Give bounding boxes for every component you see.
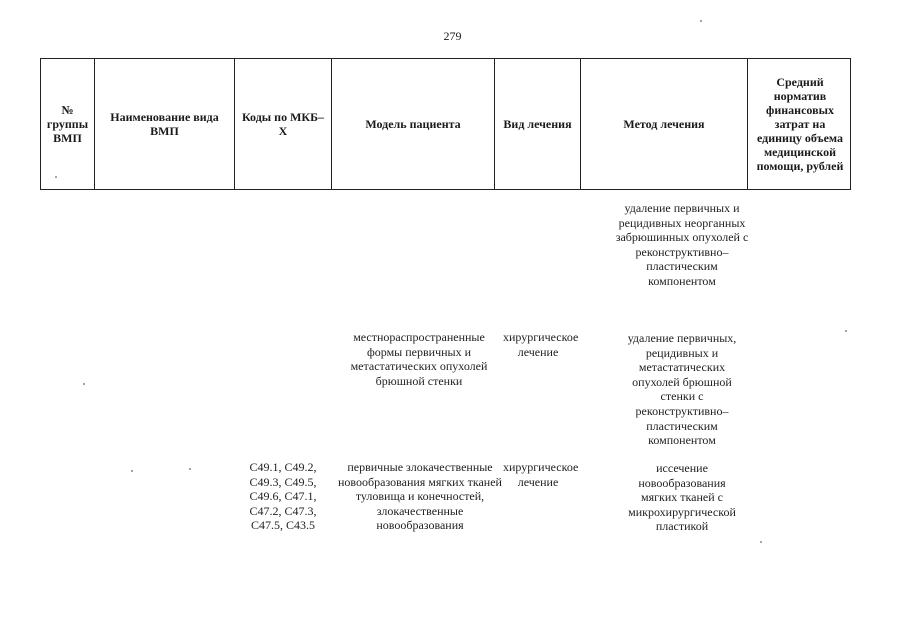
header-vmp-name: Наименование вида ВМП (95, 59, 235, 189)
scan-speck (83, 383, 85, 385)
header-mkb-codes: Коды по МКБ–Х (235, 59, 332, 189)
scan-speck (700, 20, 702, 22)
row-3-treatment-type: хирургическое лечение (503, 460, 579, 489)
header-treatment-method: Метод лечения (581, 59, 748, 189)
row-3-patient-model: первичные злокачественные новообразования мягких тканей туловища и конечностей, злокачественные новообразования (338, 460, 502, 533)
scan-speck (760, 541, 762, 543)
row-3-codes: C49.1, C49.2, C49.3, C49.5, C49.6, C47.1, C47.2, C47.3, C47.5, C43.5 (249, 460, 317, 533)
page-number: 279 (443, 29, 462, 43)
table-header (40, 58, 851, 190)
row-2-treatment-type: хирургическое лечение (503, 330, 579, 359)
header-group-no: № группы ВМП (41, 59, 95, 189)
row-2-patient-model: местнораспространенные формы первичных и метастатических опухолей брюшной стенки (350, 330, 488, 388)
scan-speck (189, 468, 191, 470)
row-2-method: удаление первичных, рецидивных и метастатических опухолей брюшной стенки с реконструктивно–пластическим компонентом (627, 331, 737, 448)
row-1-method: удаление первичных и рецидивных неорганных забрюшинных опухолей с реконструктивно–пластическим компонентом (615, 201, 749, 288)
header-avg-cost: Средний норматив финансовых затрат на единицу объема медицинской помощи, рублей (756, 75, 844, 173)
scan-speck (845, 330, 847, 332)
header-treatment-type: Вид лечения (495, 59, 581, 189)
scan-speck (55, 176, 57, 178)
scan-speck (131, 470, 133, 472)
header-patient-model: Модель пациента (332, 59, 495, 189)
row-3-method: иссечение новообразования мягких тканей с микрохирургической пластикой (628, 461, 736, 534)
